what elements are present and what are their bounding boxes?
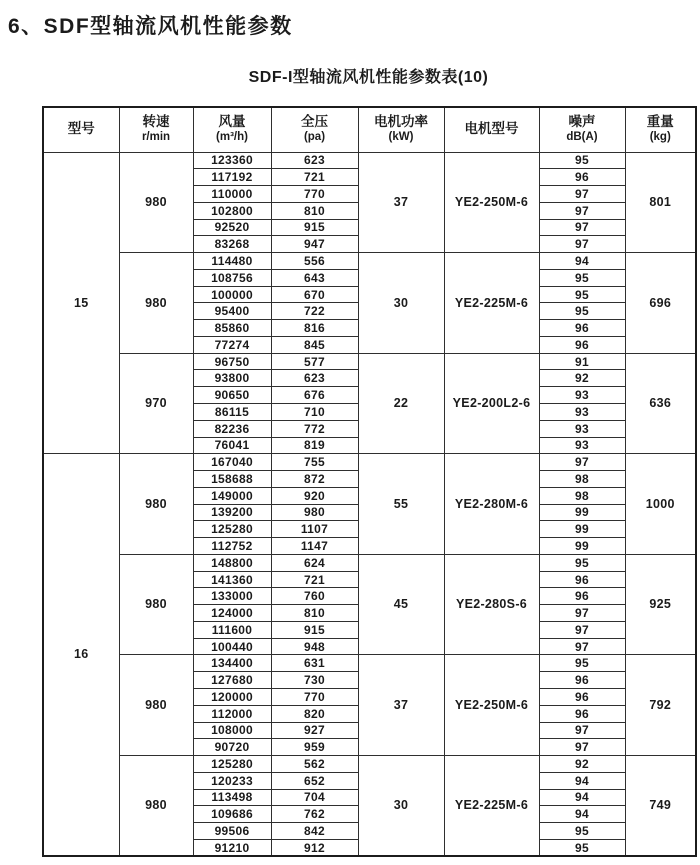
column-unit: (kW) [388, 131, 414, 144]
table-row [43, 655, 696, 672]
pressure-cell: 652 [271, 772, 358, 789]
airflow-cell: 120233 [193, 772, 271, 789]
column-header-speed [119, 107, 193, 152]
noise-cell: 95 [539, 655, 625, 672]
noise-cell: 95 [539, 554, 625, 571]
airflow-cell: 134400 [193, 655, 271, 672]
page-title: 6、SDF型轴流风机性能参数 [8, 15, 293, 38]
column-label: 电机功率 [374, 114, 428, 130]
airflow-cell: 112752 [193, 538, 271, 555]
airflow-cell: 102800 [193, 202, 271, 219]
power-cell: 37 [358, 152, 444, 253]
speed-cell: 980 [119, 655, 193, 756]
model-cell: 15 [43, 152, 119, 454]
noise-cell: 97 [539, 454, 625, 471]
pressure-cell: 760 [271, 588, 358, 605]
motor-cell: YE2-250M-6 [444, 152, 539, 253]
pressure-cell: 623 [271, 370, 358, 387]
airflow-cell: 141360 [193, 571, 271, 588]
pressure-cell: 762 [271, 806, 358, 823]
speed-cell: 980 [119, 756, 193, 857]
airflow-cell: 124000 [193, 605, 271, 622]
pressure-cell: 577 [271, 353, 358, 370]
noise-cell: 97 [539, 621, 625, 638]
column-header-weight [625, 107, 696, 152]
noise-cell: 96 [539, 320, 625, 337]
noise-cell: 95 [539, 269, 625, 286]
airflow-cell: 167040 [193, 454, 271, 471]
column-label: 噪声 [568, 114, 596, 130]
noise-cell: 93 [539, 437, 625, 454]
airflow-cell: 123360 [193, 152, 271, 169]
airflow-cell: 149000 [193, 487, 271, 504]
power-cell: 22 [358, 353, 444, 454]
column-unit: r/min [141, 131, 171, 144]
noise-cell: 95 [539, 286, 625, 303]
motor-cell: YE2-225M-6 [444, 756, 539, 857]
airflow-cell: 111600 [193, 621, 271, 638]
noise-cell: 99 [539, 521, 625, 538]
table-header [43, 107, 696, 152]
column-label: 风量 [218, 114, 246, 130]
table-row [43, 756, 696, 773]
table-row [43, 253, 696, 270]
airflow-cell: 108000 [193, 722, 271, 739]
pressure-cell: 770 [271, 689, 358, 706]
weight-cell: 925 [625, 554, 696, 655]
column-label: 全压 [301, 114, 328, 130]
model-cell: 16 [43, 454, 119, 856]
motor-cell: YE2-280S-6 [444, 554, 539, 655]
airflow-cell: 110000 [193, 186, 271, 203]
column-label: 重量 [646, 114, 674, 130]
power-cell: 55 [358, 454, 444, 555]
speed-cell: 980 [119, 454, 193, 555]
weight-cell: 696 [625, 253, 696, 354]
pressure-cell: 912 [271, 839, 358, 856]
noise-cell: 97 [539, 236, 625, 253]
pressure-cell: 819 [271, 437, 358, 454]
column-header-motor [444, 107, 539, 152]
pressure-cell: 915 [271, 621, 358, 638]
column-unit: (kg) [649, 131, 671, 144]
airflow-cell: 109686 [193, 806, 271, 823]
airflow-cell: 120000 [193, 689, 271, 706]
pressure-cell: 927 [271, 722, 358, 739]
weight-cell: 636 [625, 353, 696, 454]
pressure-cell: 980 [271, 504, 358, 521]
motor-cell: YE2-250M-6 [444, 655, 539, 756]
airflow-cell: 117192 [193, 169, 271, 186]
pressure-cell: 631 [271, 655, 358, 672]
noise-cell: 96 [539, 588, 625, 605]
pressure-cell: 915 [271, 219, 358, 236]
airflow-cell: 139200 [193, 504, 271, 521]
airflow-cell: 100000 [193, 286, 271, 303]
noise-cell: 96 [539, 336, 625, 353]
airflow-cell: 96750 [193, 353, 271, 370]
table-header-row [43, 107, 696, 152]
pressure-cell: 721 [271, 571, 358, 588]
pressure-cell: 872 [271, 471, 358, 488]
pressure-cell: 770 [271, 186, 358, 203]
noise-cell: 96 [539, 169, 625, 186]
airflow-cell: 114480 [193, 253, 271, 270]
noise-cell: 97 [539, 186, 625, 203]
airflow-cell: 83268 [193, 236, 271, 253]
motor-cell: YE2-225M-6 [444, 253, 539, 354]
power-cell: 30 [358, 253, 444, 354]
noise-cell: 99 [539, 538, 625, 555]
noise-cell: 95 [539, 823, 625, 840]
column-unit: dB(A) [566, 131, 598, 144]
pressure-cell: 562 [271, 756, 358, 773]
noise-cell: 98 [539, 487, 625, 504]
motor-cell: YE2-200L2-6 [444, 353, 539, 454]
airflow-cell: 100440 [193, 638, 271, 655]
pressure-cell: 842 [271, 823, 358, 840]
column-label: 型号 [67, 121, 95, 137]
pressure-cell: 845 [271, 336, 358, 353]
airflow-cell: 113498 [193, 789, 271, 806]
airflow-cell: 76041 [193, 437, 271, 454]
noise-cell: 93 [539, 420, 625, 437]
pressure-cell: 643 [271, 269, 358, 286]
pressure-cell: 820 [271, 705, 358, 722]
power-cell: 37 [358, 655, 444, 756]
motor-cell: YE2-280M-6 [444, 454, 539, 555]
pressure-cell: 624 [271, 554, 358, 571]
airflow-cell: 125280 [193, 521, 271, 538]
pressure-cell: 810 [271, 605, 358, 622]
noise-cell: 91 [539, 353, 625, 370]
power-cell: 30 [358, 756, 444, 857]
airflow-cell: 82236 [193, 420, 271, 437]
table-row [43, 152, 696, 169]
pressure-cell: 947 [271, 236, 358, 253]
pressure-cell: 772 [271, 420, 358, 437]
weight-cell: 792 [625, 655, 696, 756]
speed-cell: 980 [119, 253, 193, 354]
pressure-cell: 721 [271, 169, 358, 186]
airflow-cell: 133000 [193, 588, 271, 605]
noise-cell: 96 [539, 571, 625, 588]
table-row [43, 554, 696, 571]
pressure-cell: 556 [271, 253, 358, 270]
noise-cell: 93 [539, 387, 625, 404]
pressure-cell: 722 [271, 303, 358, 320]
noise-cell: 97 [539, 219, 625, 236]
airflow-cell: 85860 [193, 320, 271, 337]
airflow-cell: 86115 [193, 403, 271, 420]
noise-cell: 94 [539, 789, 625, 806]
weight-cell: 749 [625, 756, 696, 857]
airflow-cell: 108756 [193, 269, 271, 286]
fan-performance-table [42, 106, 697, 857]
noise-cell: 94 [539, 806, 625, 823]
noise-cell: 92 [539, 370, 625, 387]
column-header-airflow [193, 107, 271, 152]
noise-cell: 95 [539, 152, 625, 169]
speed-cell: 980 [119, 554, 193, 655]
noise-cell: 97 [539, 638, 625, 655]
airflow-cell: 158688 [193, 471, 271, 488]
airflow-cell: 92520 [193, 219, 271, 236]
table-body [43, 152, 696, 856]
noise-cell: 93 [539, 403, 625, 420]
noise-cell: 97 [539, 605, 625, 622]
pressure-cell: 676 [271, 387, 358, 404]
pressure-cell: 948 [271, 638, 358, 655]
noise-cell: 92 [539, 756, 625, 773]
column-label: 转速 [142, 114, 170, 130]
noise-cell: 96 [539, 689, 625, 706]
pressure-cell: 704 [271, 789, 358, 806]
column-header-noise [539, 107, 625, 152]
noise-cell: 97 [539, 739, 625, 756]
airflow-cell: 90650 [193, 387, 271, 404]
column-label: 电机型号 [464, 121, 519, 137]
airflow-cell: 90720 [193, 739, 271, 756]
column-header-power [358, 107, 444, 152]
noise-cell: 97 [539, 202, 625, 219]
airflow-cell: 148800 [193, 554, 271, 571]
noise-cell: 94 [539, 772, 625, 789]
pressure-cell: 1147 [271, 538, 358, 555]
weight-cell: 1000 [625, 454, 696, 555]
airflow-cell: 93800 [193, 370, 271, 387]
airflow-cell: 127680 [193, 672, 271, 689]
pressure-cell: 670 [271, 286, 358, 303]
pressure-cell: 816 [271, 320, 358, 337]
noise-cell: 98 [539, 471, 625, 488]
noise-cell: 95 [539, 839, 625, 856]
column-unit: (m³/h) [216, 131, 248, 144]
airflow-cell: 112000 [193, 705, 271, 722]
column-header-model [43, 107, 119, 152]
pressure-cell: 710 [271, 403, 358, 420]
power-cell: 45 [358, 554, 444, 655]
airflow-cell: 99506 [193, 823, 271, 840]
pressure-cell: 920 [271, 487, 358, 504]
noise-cell: 96 [539, 672, 625, 689]
noise-cell: 95 [539, 303, 625, 320]
table-row [43, 353, 696, 370]
pressure-cell: 730 [271, 672, 358, 689]
pressure-cell: 1107 [271, 521, 358, 538]
table-title: SDF-I型轴流风机性能参数表(10) [248, 69, 489, 86]
noise-cell: 99 [539, 504, 625, 521]
column-unit: (pa) [303, 131, 326, 144]
noise-cell: 94 [539, 253, 625, 270]
speed-cell: 980 [119, 152, 193, 253]
pressure-cell: 959 [271, 739, 358, 756]
table-row [43, 454, 696, 471]
pressure-cell: 755 [271, 454, 358, 471]
pressure-cell: 623 [271, 152, 358, 169]
noise-cell: 97 [539, 722, 625, 739]
airflow-cell: 125280 [193, 756, 271, 773]
weight-cell: 801 [625, 152, 696, 253]
speed-cell: 970 [119, 353, 193, 454]
noise-cell: 96 [539, 705, 625, 722]
pressure-cell: 810 [271, 202, 358, 219]
airflow-cell: 91210 [193, 839, 271, 856]
airflow-cell: 95400 [193, 303, 271, 320]
airflow-cell: 77274 [193, 336, 271, 353]
column-header-pressure [271, 107, 358, 152]
